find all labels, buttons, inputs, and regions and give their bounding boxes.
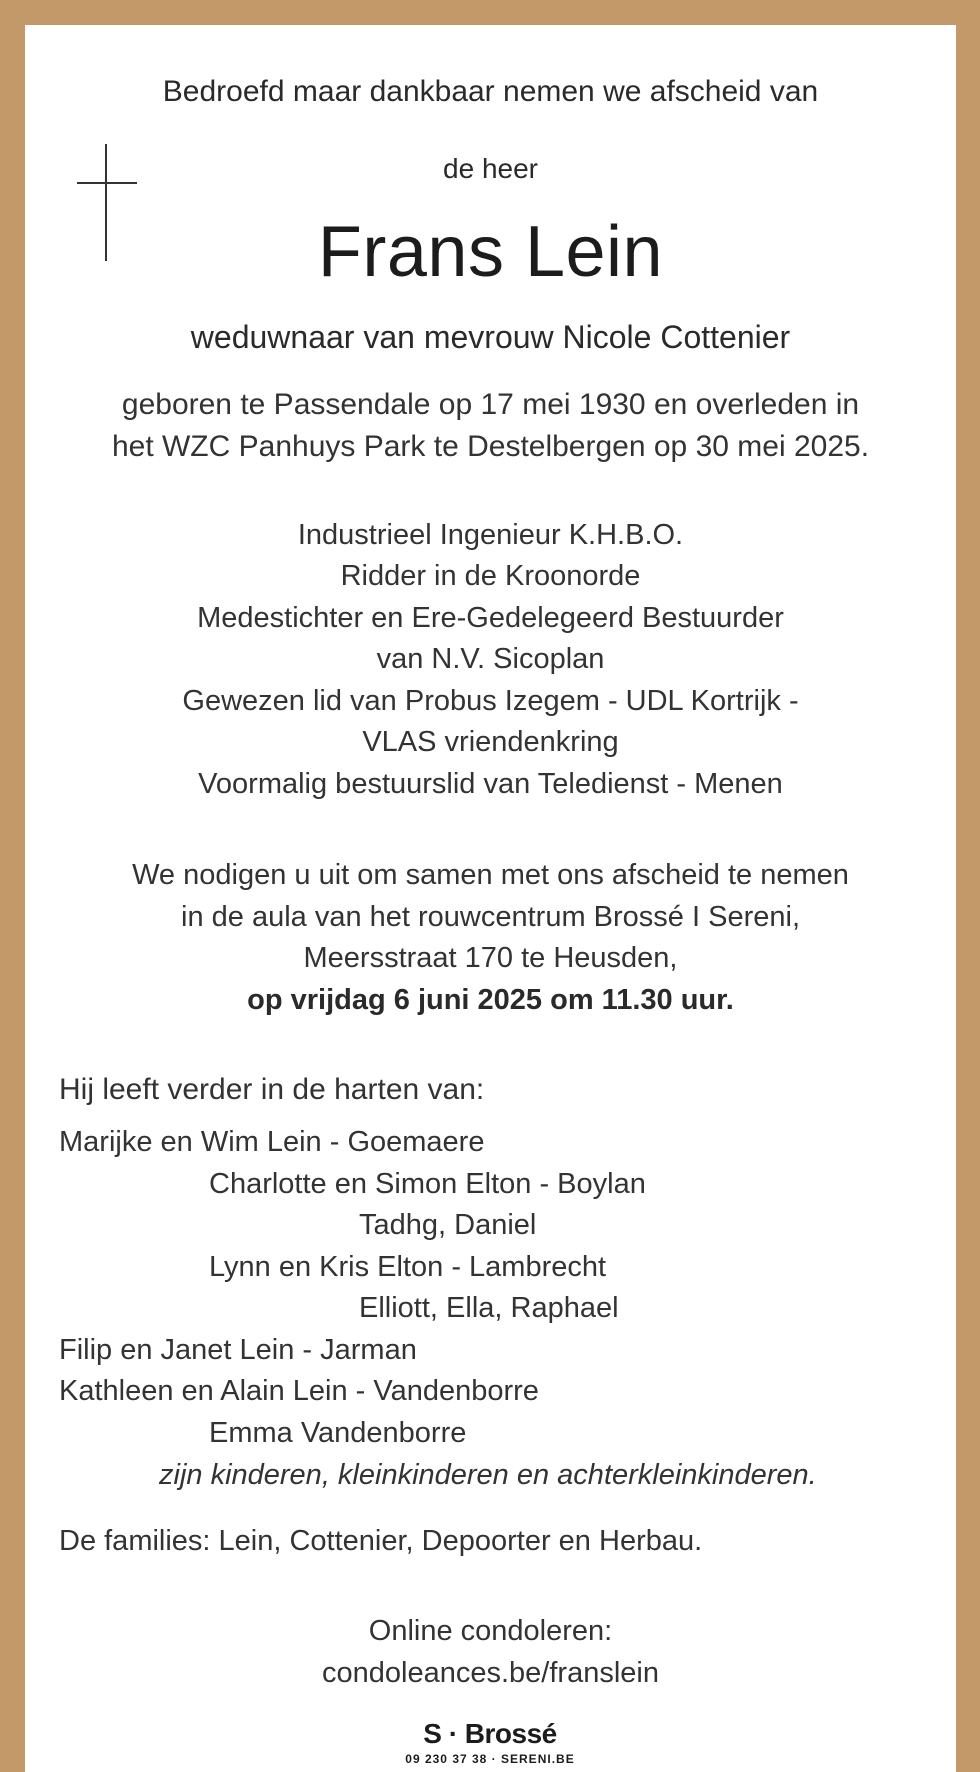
title-line: Voormalig bestuurslid van Teledienst - Menen [198, 768, 783, 800]
brosse-logo: S · Brossé [423, 1718, 557, 1749]
title-line: Industrieel Ingenieur K.H.B.O. [297, 519, 684, 551]
family-member: Kathleen en Alain Lein - Vandenborre [59, 1375, 539, 1407]
family-member: Emma Vandenborre [209, 1417, 467, 1449]
family-member: Charlotte en Simon Elton - Boylan [209, 1168, 646, 1200]
title-line: Ridder in de Kroonorde [340, 560, 641, 592]
family-member: Marijke en Wim Lein - Goemaere [59, 1126, 485, 1158]
title-line: VLAS vriendenkring [362, 726, 619, 758]
spouse-line: weduwnaar van mevrouw Nicole Cottenier [190, 319, 791, 355]
birth-line-1: geboren te Passendale op 17 mei 1930 en overleden in [121, 388, 860, 421]
family-member: Elliott, Ella, Raphael [359, 1292, 619, 1324]
obituary-card [25, 25, 956, 1772]
condolence-link[interactable]: condoleances.be/franslein [322, 1657, 659, 1689]
title-line: Gewezen lid van Probus Izegem - UDL Kortrijk - [182, 685, 799, 717]
honorific: de heer [443, 153, 538, 184]
birth-line-2: het WZC Panhuys Park te Destelbergen op 30 mei 2025. [111, 430, 870, 463]
invitation-line: Meersstraat 170 te Heusden, [303, 942, 678, 974]
title-line: Medestichter en Ere-Gedelegeerd Bestuurder [197, 602, 784, 634]
family-member: Tadhg, Daniel [359, 1209, 537, 1241]
title-line: van N.V. Sicoplan [376, 643, 605, 675]
families-line: De families: Lein, Cottenier, Depoorter en Herbau. [59, 1525, 703, 1557]
invitation-line: We nodigen u uit om samen met ons afscheid te nemen [132, 859, 849, 891]
intro-text: Bedroefd maar dankbaar nemen we afscheid van [162, 75, 819, 108]
ceremony-date: op vrijdag 6 juni 2025 om 11.30 uur. [247, 984, 734, 1016]
invitation-line: in de aula van het rouwcentrum Brossé I Sereni, [181, 901, 800, 933]
family-member: Filip en Janet Lein - Jarman [59, 1334, 417, 1366]
survivors-heading: Hij leeft verder in de harten van: [59, 1073, 485, 1106]
family-member: Lynn en Kris Elton - Lambrecht [209, 1251, 607, 1283]
deceased-name: Frans Lein [317, 212, 664, 292]
relation-line: zijn kinderen, kleinkinderen en achterkleinkinderen. [159, 1459, 817, 1491]
footer-contact: 09 230 37 38 · SERENI.BE [405, 1752, 575, 1766]
condolence-label: Online condoleren: [368, 1615, 613, 1647]
